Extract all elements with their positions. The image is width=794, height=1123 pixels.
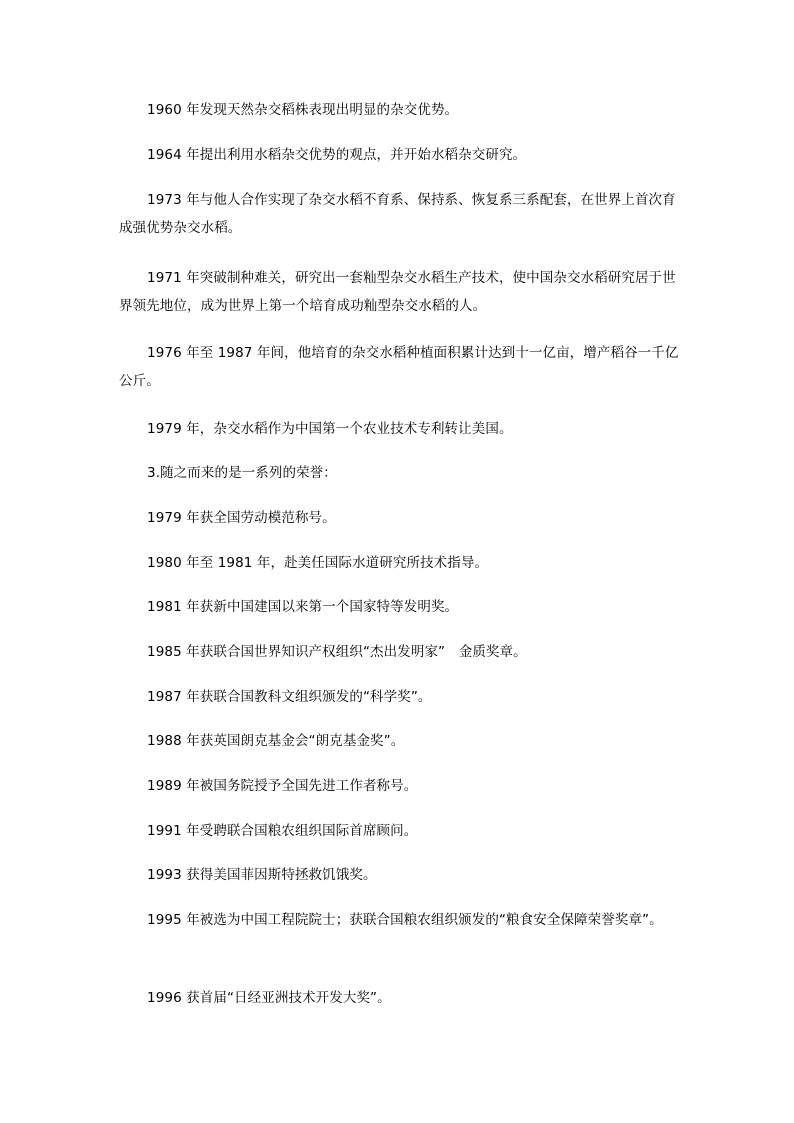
honor-1995: 1995 年被选为中国工程院院士；获联合国粮农组织颁发的“粮食安全保障荣誉奖章”。	[147, 912, 663, 928]
honor-1991: 1991 年受聘联合国粮农组织国际首席顾问。	[147, 823, 418, 839]
paragraph-1971: 1971 年突破制种难关，研究出一套籼型杂交水稻生产技术，使中国杂交水稻研究居于世界领先地位，成为世界上第一个培育成功籼型杂交水稻的人。	[119, 270, 676, 314]
honor-1981: 1981 年获新中国建国以来第一个国家特等发明奖。	[147, 599, 459, 615]
paragraph-1964: 1964 年提出利用水稻杂交优势的观点，并开始水稻杂交研究。	[147, 147, 527, 163]
honor-1979: 1979 年获全国劳动模范称号。	[147, 510, 336, 526]
honor-1980-1981: 1980 年至 1981 年，赴美任国际水道研究所技术指导。	[147, 555, 489, 571]
honor-1989: 1989 年被国务院授予全国先进工作者称号。	[147, 778, 418, 794]
honor-1996: 1996 获首届“日经亚洲技术开发大奖”。	[147, 990, 391, 1006]
paragraph-1960: 1960 年发现天然杂交稻株表现出明显的杂交优势。	[147, 102, 459, 118]
paragraph-1979-patent: 1979 年，杂交水稻作为中国第一个农业技术专利转让美国。	[147, 421, 513, 437]
honors-heading: 3.随之而来的是一系列的荣誉：	[147, 465, 337, 481]
paragraph-1976-1987: 1976 年至 1987 年间，他培育的杂交水稻种植面积累计达到十一亿亩，增产稻谷一千亿公斤。	[119, 345, 679, 389]
honor-1987: 1987 年获联合国教科文组织颁发的“科学奖”。	[147, 689, 432, 705]
paragraph-1973: 1973 年与他人合作实现了杂交水稻不育系、保持系、恢复系三系配套，在世界上首次育成强优势杂交水稻。	[119, 192, 676, 236]
honor-1993: 1993 获得美国菲因斯特拯救饥饿奖。	[147, 867, 377, 883]
honor-1985: 1985 年获联合国世界知识产权组织“杰出发明家” 金质奖章。	[147, 644, 527, 660]
honor-1988: 1988 年获英国朗克基金会“朗克基金奖”。	[147, 733, 405, 749]
